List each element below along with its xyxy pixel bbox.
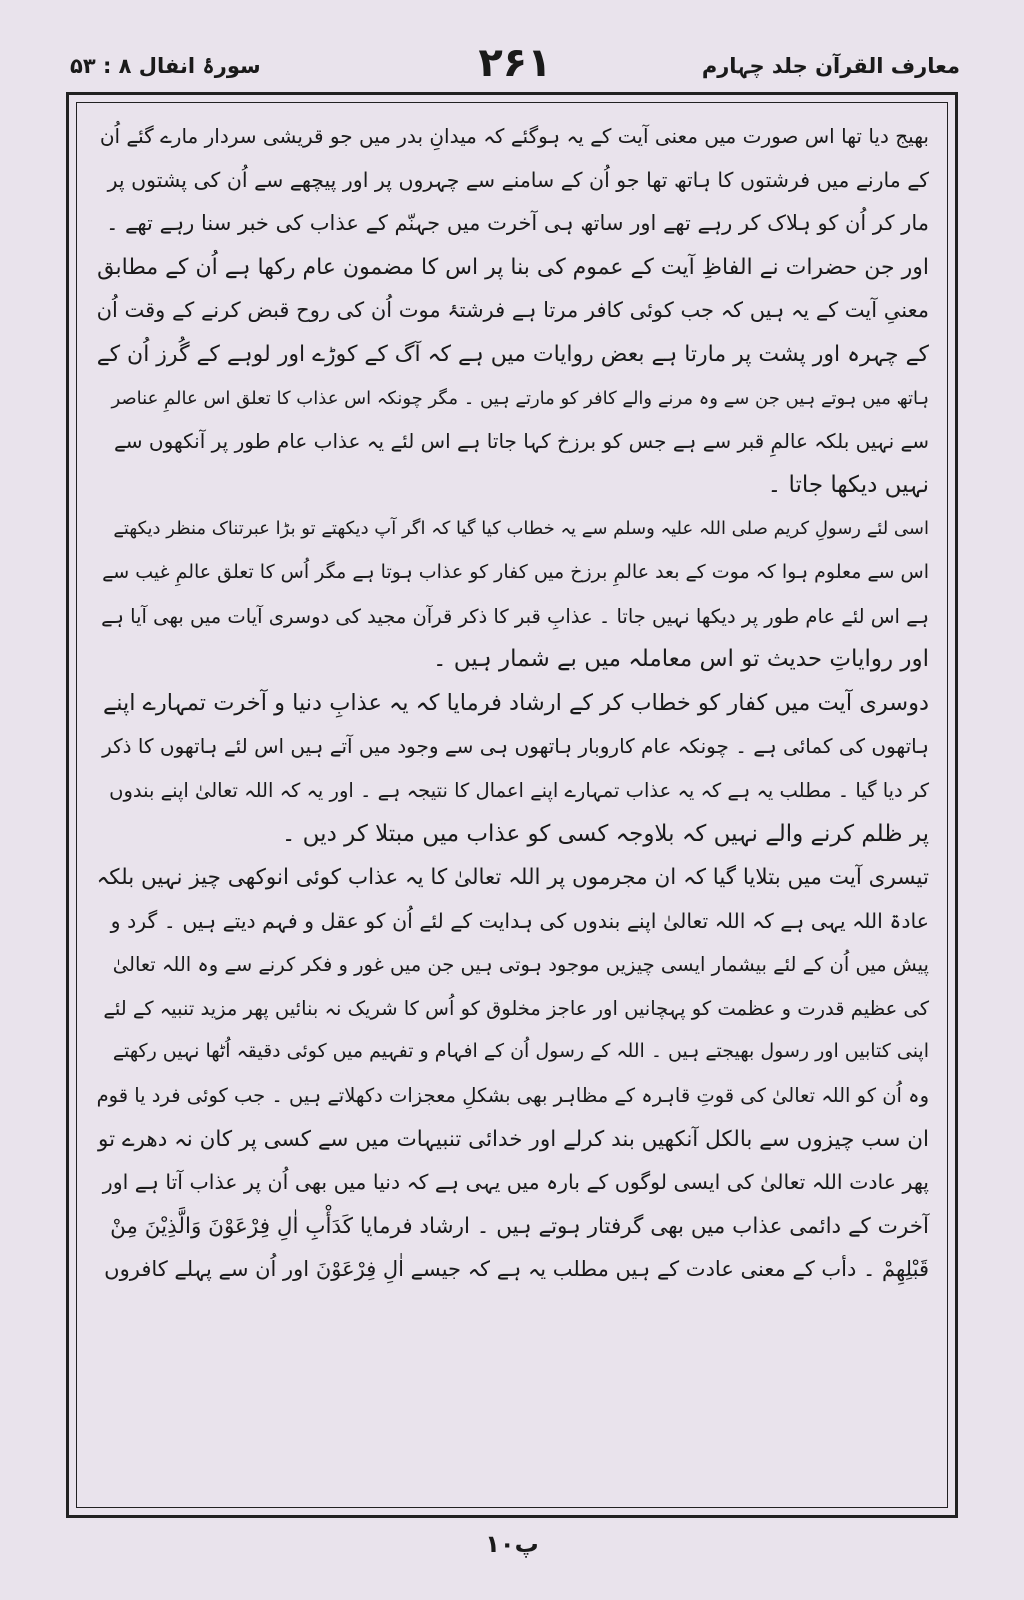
- text-line: ان سب چیزوں سے بالکل آنکھیں بند کرلے اور خدائی تنبیہات میں سے کسی پر کان نہ دھرے تو: [98, 1126, 929, 1152]
- text-line: تیسری آیت میں بتلایا گیا کہ ان مجرموں پر اللہ تعالیٰ کا یہ عذاب کوئی انوکھی چیز نہیں بلکہ: [96, 865, 929, 891]
- surah-reference: سورۂ انفال ۸ : ۵۳: [70, 54, 261, 78]
- text-line: بھیج دیا تھا اس صورت میں معنی آیت کے یہ ہوگئے کہ میدانِ بدر میں جو قریشی سردار مارے گئے اُن: [99, 124, 929, 148]
- text-line: نہیں دیکھا جاتا ۔: [767, 471, 929, 498]
- text-line: معنیِ آیت کے یہ ہیں کہ جب کوئی کافر مرتا ہے فرشتۂ موت اُن کی روح قبض کرنے کے وقت اُن: [96, 298, 929, 323]
- text-line: اسی لئے رسولِ کریم صلی اللہ علیہ وسلم سے یہ خطاب کیا گیا کہ اگر آپ دیکھتے تو بڑا عبرتناک منظر دیکھتے: [113, 518, 929, 540]
- text-line: آخرت کے دائمی عذاب میں بھی گرفتار ہوتے ہیں ۔ ارشاد فرمایا كَدَأْبِ اٰلِ فِرْعَوْنَ وَالَّذِيْنَ مِنْ: [110, 1213, 929, 1239]
- text-line: عادۃ اللہ یہی ہے کہ اللہ تعالیٰ اپنے بندوں کی ہدایت کے لئے اُن کو عقل و فہم دیتے ہیں ۔ گرد و: [110, 908, 929, 933]
- text-line: ہے اس لئے عام طور پر دیکھا نہیں جاتا ۔ عذابِ قبر کا ذکر قرآن مجید کی دوسری آیات میں بھی آیا ہے: [101, 604, 929, 628]
- text-line: پر ظلم کرنے والے نہیں کہ بلاوجہ کسی کو عذاب میں مبتلا کر دیں ۔: [281, 820, 929, 847]
- text-body: [76, 102, 948, 1508]
- text-line: کی عظیم قدرت و عظمت کو پہچانیں اور عاجز مخلوق کو اُس کا شریک نہ بنائیں پھر مزید تنبیہ کے لئے: [103, 996, 929, 1020]
- text-line: اپنی کتابیں اور رسول بھیجتے ہیں ۔ اللہ کے رسول اُن کے افہام و تفہیم میں کوئی دقیقہ اُٹھا نہیں رکھتے: [112, 1040, 929, 1063]
- text-line: کے چہرہ اور پشت پر مارتا ہے بعض روایات میں ہے کہ آگ کے کوڑے اور لوہے کے گُرز اُن کے: [96, 341, 929, 367]
- book-title: معارف القرآن جلد چہارم: [701, 54, 960, 78]
- text-line: کر دیا گیا ۔ مطلب یہ ہے کہ یہ عذاب تمہارے اپنے اعمال کا نتیجہ ہے ۔ اور یہ کہ اللہ تعالیٰ اپنے بندوں: [109, 778, 929, 802]
- text-line: ہاتھ میں ہوتے ہیں جن سے وہ مرنے والے کافر کو مارتے ہیں ۔ مگر چونکہ اس عذاب کا تعلق اس عالمِ عناصر: [111, 387, 929, 409]
- page-number: ۲۶۱: [478, 40, 552, 86]
- text-line: اس سے معلوم ہوا کہ موت کے بعد عالمِ برزخ میں کفار کو عذاب ہوتا ہے مگر اُس کا تعلق عالمِ غیب سے: [102, 560, 929, 583]
- text-line: اور جن حضرات نے الفاظِ آیت کے عموم کی بنا پر اس کا مضمون عام رکھا ہے اُن کے مطابق: [97, 254, 929, 280]
- text-line: وہ اُن کو اللہ تعالیٰ کی قوتِ قاہرہ کے مظاہر بھی بشکلِ معجزات دکھلاتے ہیں ۔ جب کوئی فرد یا قوم: [96, 1084, 929, 1108]
- text-line: قَبْلِهِمْ ۔ دأب کے معنی عادت کے ہیں مطلب یہ ہے کہ جیسے اٰلِ فِرْعَوْنَ اور اُن سے پہلے کافروں: [104, 1257, 929, 1282]
- text-line: سے نہیں بلکہ عالمِ قبر سے ہے جس کو برزخ کہا جاتا ہے اس لئے یہ عذاب عام طور پر آنکھوں سے: [114, 429, 929, 454]
- page-header: [70, 40, 960, 90]
- signature-mark: پ۱۰: [485, 1530, 539, 1558]
- page-border-outer: [66, 92, 958, 1518]
- text-line: اور روایاتِ حدیث تو اس معاملہ میں بے شمار ہیں ۔: [433, 646, 929, 673]
- text-line: مار کر اُن کو ہلاک کر رہے تھے اور ساتھ ہی آخرت میں جہنّم کے عذاب کی خبر سنا رہے تھے ۔: [106, 211, 929, 236]
- text-line: ہاتھوں کی کمائی ہے ۔ چونکہ عام کاروبار ہاتھوں ہی سے وجود میں آتے ہیں اس لئے ہاتھوں کا ذکر: [102, 734, 929, 759]
- text-line: کے مارنے میں فرشتوں کا ہاتھ تھا جو اُن کے سامنے سے چہروں پر اور پیچھے سے اُن کی پشتوں پر: [107, 167, 929, 192]
- text-line: پھر عادت اللہ تعالیٰ کی ایسی لوگوں کے بارہ میں یہی ہے کہ دنیا میں بھی اُن پر عذاب آتا ہے اور: [102, 1170, 929, 1195]
- text-line: دوسری آیت میں کفار کو خطاب کر کے ارشاد فرمایا کہ یہ عذابِ دنیا و آخرت تمہارے اپنے: [103, 689, 929, 716]
- text-line: پیش میں اُن کے لئے بیشمار ایسی چیزیں موجود ہوتی ہیں جن میں غور و فکر کرنے سے وہ اللہ تعالیٰ: [112, 953, 929, 977]
